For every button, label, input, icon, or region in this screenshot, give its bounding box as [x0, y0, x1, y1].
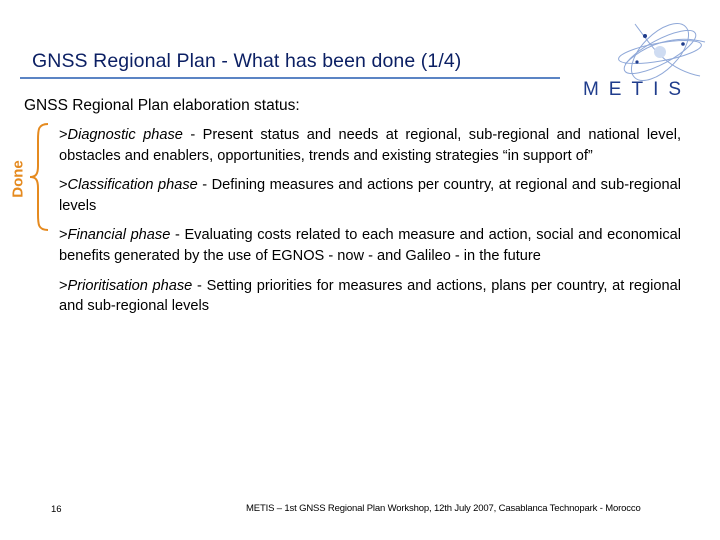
- phase-description: - Present status and needs at regional, sub-regional and national level, obstacles and enablers, opportunities, trends and existing strategies “in support of”: [59, 127, 681, 164]
- title-underline: [20, 77, 560, 79]
- page-number: 16: [51, 504, 62, 515]
- slide-title: GNSS Regional Plan - What has been done (1/4): [32, 50, 462, 72]
- bullet-arrow: >: [59, 127, 68, 143]
- phase-description: - Defining measures and actions per country, at regional and sub-regional levels: [59, 177, 681, 214]
- phase-name: Financial phase: [67, 227, 171, 244]
- bullet-arrow: >: [59, 277, 68, 294]
- bullet-arrow: >: [59, 227, 68, 244]
- metis-logo: [565, 14, 710, 102]
- list-item: [59, 175, 681, 216]
- phase-description: - Setting priorities for measures and actions, plans per country, at regional and sub-regional levels: [59, 277, 681, 315]
- phase-list: [59, 125, 681, 326]
- phase-name: Diagnostic phase: [67, 127, 183, 143]
- done-label: [8, 150, 28, 208]
- done-label-text: Done: [9, 160, 27, 198]
- phase-name: Classification phase: [67, 177, 198, 194]
- logo-text: METIS: [582, 79, 692, 100]
- brace-icon: [28, 122, 50, 232]
- phase-description: - Evaluating costs related to each measure and action, social and economical benefits generated by the use of EGNOS - now - and Galileo - in the future: [59, 227, 681, 264]
- list-item: [59, 276, 681, 317]
- status-subtitle: GNSS Regional Plan elaboration status:: [24, 97, 300, 114]
- list-item: [59, 225, 681, 266]
- footer-text: METIS – 1st GNSS Regional Plan Workshop, 12th July 2007, Casablanca Technopark - Morocco: [246, 503, 641, 514]
- list-item: [59, 125, 681, 166]
- bullet-arrow: >: [59, 177, 68, 194]
- phase-name: Prioritisation phase: [67, 277, 193, 294]
